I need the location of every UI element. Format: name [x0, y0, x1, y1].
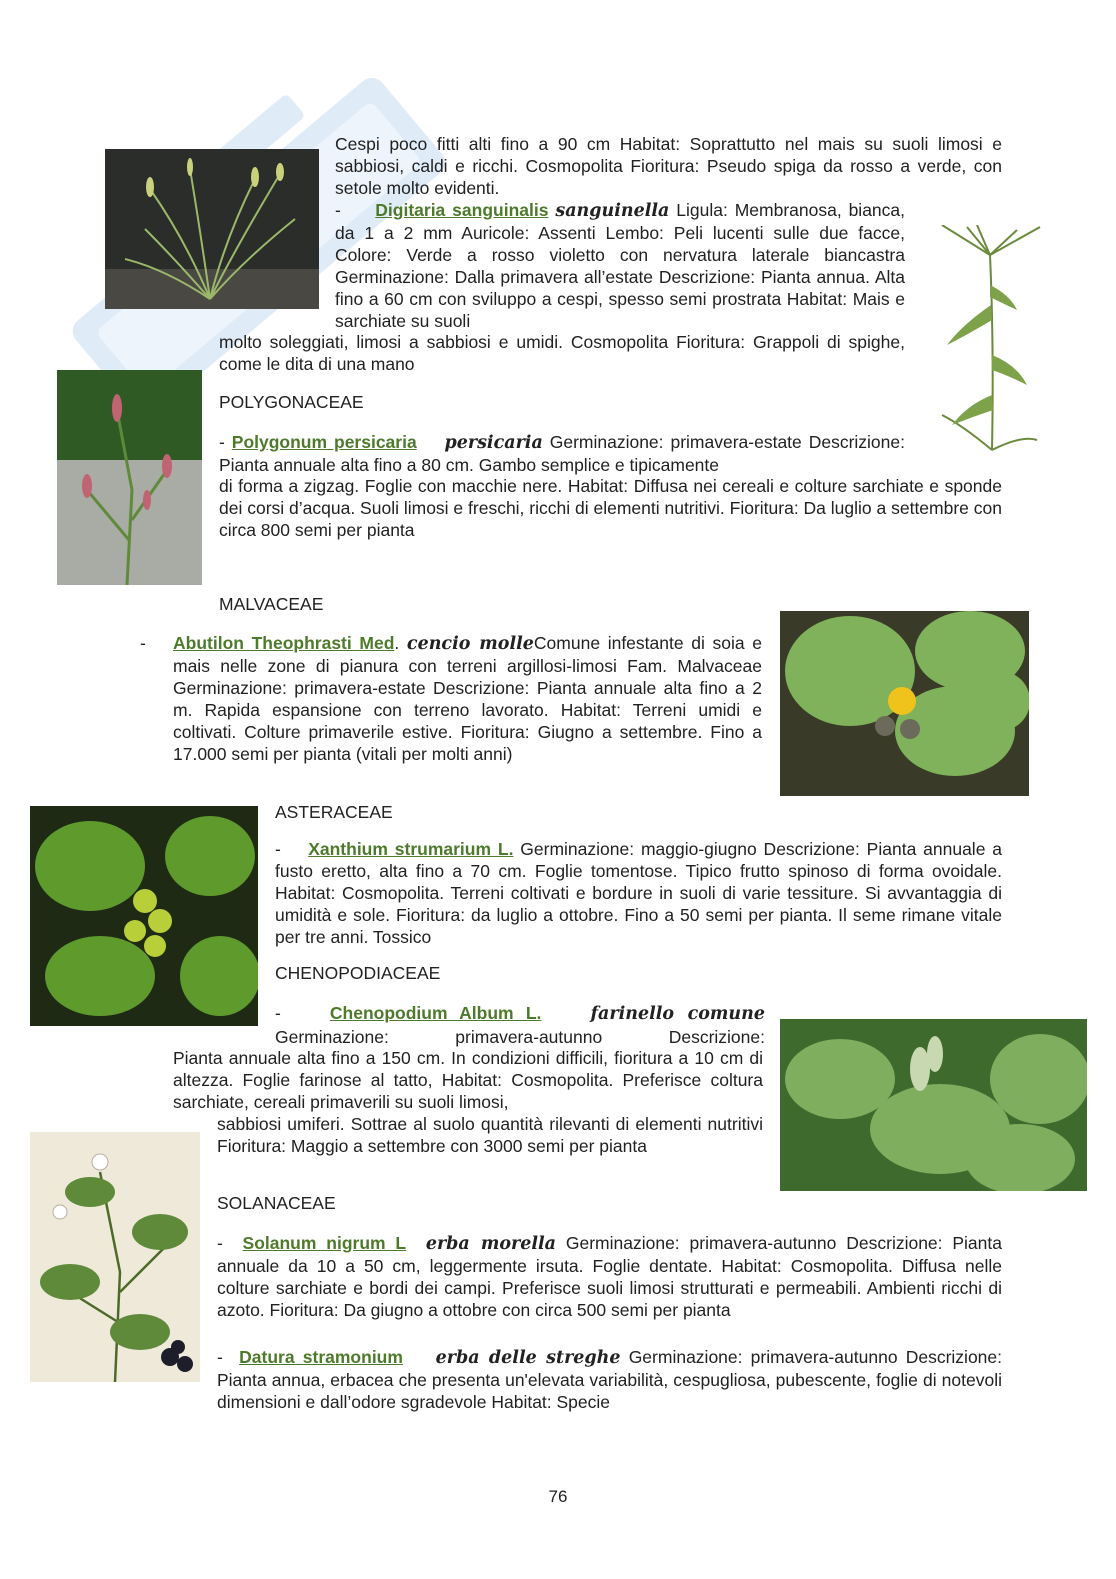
datura-entry: - Datura stramonium erba delle streghe Germinazione: primavera-autunno Descrizione: Pianta annua, erbacea che presenta un'elevata variabilità, cespugliosa, pubescente, foglie di notevoli dimensioni e dall’odore sgradevole Habitat: Specie [217, 1347, 1003, 1412]
xanthium-photo [30, 806, 258, 1026]
chenopodium-entry-line2: Germinazione: primavera-autunno Descrizione: [275, 1027, 765, 1047]
datura-link[interactable]: Datura stramonium [239, 1347, 403, 1367]
family-polygonaceae: POLYGONACEAE [219, 392, 364, 412]
xanthium-link[interactable]: Xanthium strumarium L. [308, 839, 514, 859]
datura-common-name: erba delle streghe [435, 1348, 621, 1368]
polygonum-photo [57, 370, 202, 585]
solanum-illustration [30, 1132, 200, 1382]
family-asteraceae: ASTERACEAE [275, 802, 393, 822]
page-number: 76 [548, 1487, 568, 1506]
chenopodium-link[interactable]: Chenopodium Album L. [329, 1003, 542, 1023]
family-chenopodiaceae: CHENOPODIACEAE [275, 963, 441, 983]
setaria-description: Cespi poco fitti alti fino a 90 cm Habitat: Soprattutto nel mais su suoli limosi e sabbiosi, caldi e ricchi. Cosmopolita Fioritura: Pseudo spiga da rosso a verde, con setole molto evidenti. [335, 134, 1002, 198]
polygonum-common-name: persicaria [444, 433, 543, 453]
chenopodium-common-name: farinello comune [590, 1004, 766, 1024]
digitaria-common-name: sanguinella [555, 201, 670, 221]
chenopodium-photo [780, 1019, 1087, 1191]
chenopodium-entry-cont: Pianta annuale alta fino a 150 cm. In condizioni difficili, fioritura a 10 cm di altezza. Foglie farinose al tatto, Habitat: Cosmopolita. Preferisce coltura sarchiate, cereali primaverili su suoli limosi, [173, 1048, 763, 1112]
chenopodium-entry-cont2: sabbiosi umiferi. Sottrae al suolo quantità rilevanti di elementi nutritivi Fioritura: Maggio a settembre con 3000 semi per pianta [217, 1114, 763, 1156]
solanum-link[interactable]: Solanum nigrum L [242, 1233, 407, 1253]
solanum-entry: - Solanum nigrum L erba morella Germinazione: primavera-autunno Descrizione: Pianta annuale da 10 a 50 cm, leggermente irsuta. Foglie dentate. Habitat: Cosmopolita. Diffusa nelle colture sarchiate e bordi dei campi. Preferisce suoli limosi strutturati e permeabili. Ambienti ricchi di azoto. Fioritura: Da giugno a ottobre con circa 500 semi per pianta [217, 1233, 1002, 1320]
digitaria-illustration [922, 225, 1042, 455]
abutilon-common-name: cencio molle [406, 634, 534, 654]
polygonum-entry: - Polygonum persicaria persicaria Germinazione: primavera-estate Descrizione: Pianta annuale alta fino a 80 cm. Gambo semplice e tipicamente [219, 432, 905, 475]
digitaria-entry: - Digitaria sanguinalis sanguinella Ligula: Membranosa, bianca, da 1 a 2 mm Auricole: Assenti Lembo: Peli lucenti sulle due facce, Colore: Verde a rosso violetto con nervatura laterale biancastra Germinazione: Dalla primavera all’estate Descrizione: Pianta annua. Alta fino a 60 cm con sviluppo a cespi, spesso semi prostrata Habitat: Mais e sarchiate su suoli [335, 200, 906, 331]
polygonum-entry-cont: di forma a zigzag. Foglie con macchie nere. Habitat: Diffusa nei cereali e colture sarchiate e sponde dei corsi d’acqua. Suoli limosi e freschi, ricchi di elementi nutritivi. Fioritura: Da luglio a settembre con circa 800 semi per pianta [219, 476, 1002, 540]
digitaria-link[interactable]: Digitaria sanguinalis [375, 200, 549, 220]
abutilon-link[interactable]: Abutilon Theophrasti Med [173, 633, 395, 653]
polygonum-link[interactable]: Polygonum persicaria [231, 432, 417, 452]
family-malvaceae: MALVACEAE [219, 594, 324, 614]
xanthium-entry: - Xanthium strumarium L. Germinazione: maggio-giugno Descrizione: Pianta annuale a fusto eretto, alta fino a 70 cm. Foglie tomentose. Tipico frutto spinoso di forma ovoidale. Habitat: Cosmopolita. Terreni coltivati e bordure in suoli di varie tessiture. Si avvantaggia di umidità e sole. Fioritura: da luglio a ottobre. Fino a 50 semi per pianta. Il seme rimane vitale per tre anni. Tossico [275, 839, 1003, 947]
chenopodium-entry: - Chenopodium Album L. farinello comune [275, 1003, 766, 1024]
abutilon-bullet: - [140, 633, 146, 653]
abutilon-entry: Abutilon Theophrasti Med. cencio molleComune infestante di soia e mais nelle zone di pianura con terreni argillosi-limosi Fam. Malvaceae Germinazione: primavera-estate Descrizione: Pianta annuale alta fino a 2 m. Rapida espansione con terreno lavorato. Habitat: Terreni umidi e coltivati. Colture primaverile estive. Fioritura: Giugno a settembre. Fino a 17.000 semi per pianta (vitali per molti anni) [173, 633, 762, 764]
solanum-common-name: erba morella [425, 1234, 557, 1254]
family-solanaceae: SOLANACEAE [217, 1193, 336, 1213]
digitaria-entry-cont: molto soleggiati, limosi a sabbiosi e umidi. Cosmopolita Fioritura: Grappoli di spighe, come le dita di una mano [219, 332, 905, 374]
abutilon-photo [780, 611, 1029, 796]
setaria-photo [105, 149, 319, 309]
